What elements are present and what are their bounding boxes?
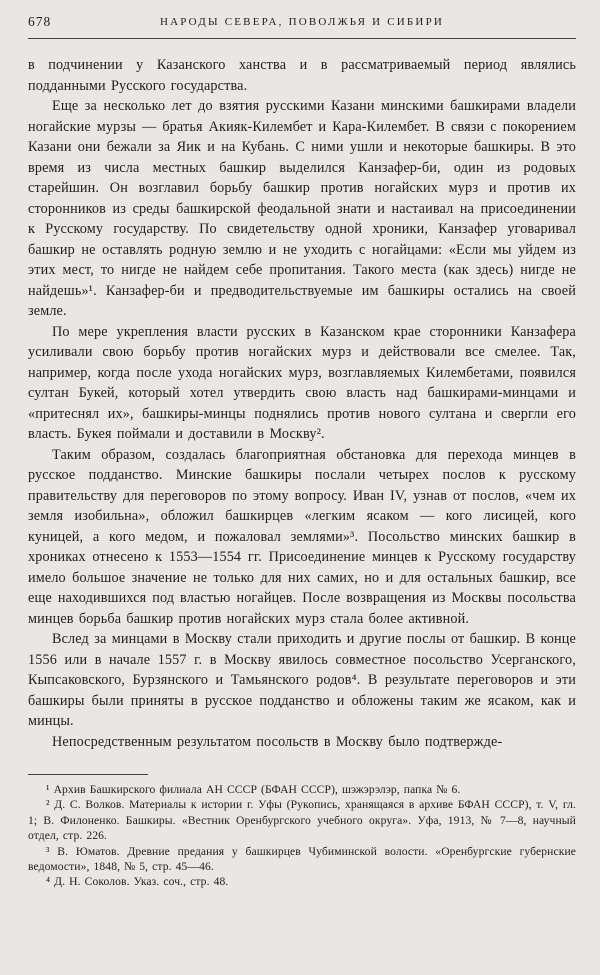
running-head — [28, 14, 576, 34]
footnote-rule — [28, 774, 148, 775]
page-number: 678 — [28, 14, 52, 29]
paragraph: Еще за несколько лет до взятия русскими Казани минскими башкирами владели ногайские мурзы — братья Акияк-Килембет и Кара-Килембет. В связи с покорением Казани они бежали за Яик и на Кубань. С ними ушли и некоторые башкиры. В это время из числа местных башкир выделился Канзафер-би, один из родовых старейшин. Он возглавил борьбу башкир против ногайских мурз и против их сторонников из среды башкирской феодальной знати и настаивал на присоединении к Русскому государству. По свидетельству одной хроники, Канзафер уговаривал башкир не оставлять родную землю и не уходить с ногайцами: «Если мы уйдем из этих мест, то нигде не найдем себе пропитания. Такого места (как здесь) нигде не найдешь»¹. Канзафер-би и предводительствуемые им башкиры остались на своей земле. — [28, 98, 576, 319]
footnote: ³ В. Юматов. Древние предания у башкирцев Чубиминской волости. «Оренбургские губернские ведомости», 1848, № 5, стр. 45—46. — [28, 844, 576, 874]
header-rule — [28, 38, 576, 39]
paragraph: По мере укрепления власти русских в Казанском крае сторонники Канзафера усиливали свою борьбу против ногайских мурз и действовали все смелее. Так, например, когда после ухода ногайских мурз, возглавляемых Килембетами, появился султан Букей, который хотел утвердить свою власть над башкирами-минцами и «притеснял их», башкиры-минцы поднялись против нового султана и свергли его власть. Букея поймали и доставили в Москву². — [28, 323, 576, 442]
footnote: ⁴ Д. Н. Соколов. Указ. соч., стр. 48. — [46, 875, 229, 889]
footnotes — [28, 774, 576, 890]
paragraph: Вслед за минцами в Москву стали приходить и другие послы от башкир. В конце 1556 или в начале 1557 г. в Москву явилось совместное посольство Усерганского, Кыпсаковского, Бурзянского и Тамьянского родов⁴. В результате переговоров и эти башкиры были приняты в русское подданство и обложены таким же ясаком, как и минцы. — [28, 631, 576, 729]
footnote: ¹ Архив Башкирского филиала АН СССР (БФАН СССР), шэжэрэлэр, папка № 6. — [46, 783, 461, 796]
body-text — [28, 55, 576, 752]
running-title: НАРОДЫ СЕВЕРА, ПОВОЛЖЬЯ И СИБИРИ — [159, 16, 445, 28]
footnote: ² Д. С. Волков. Материалы к истории г. Уфы (Рукопись, хранящаяся в архиве БФАН СССР), т. V, гл. 1; В. Филоненко. Башкиры. «Вестник Оренбургского учебного округа». Уфа, 1913, № 7—8, научный отдел, стр. 226. — [28, 798, 576, 843]
paragraph: Непосредственным результатом посольств в Москву было подтвержде- — [52, 733, 503, 750]
paragraph: Таким образом, создалась благоприятная обстановка для перехода минцев в русское подданство. Минские башкиры послали четырех послов к русскому правительству для переговоров по этому вопросу. Иван IV, узнав от послов, «чем их земля изобильна», обложил башкирцев «легким ясаком — кого лисицей, кого куницей, а кого медом, и пожаловал землями»³. Посольство минских башкир в хрониках отнесено к 1553—1554 гг. Присоединение минцев к Русскому государству имело большое значение не только для них самих, но и для остальных башкир, все еще находившихся под властью ногайцев. После возвращения из Москвы посольства минцев борьба башкир против ногайских мурз стала более активной. — [28, 446, 576, 627]
paragraph: в подчинении у Казанского ханства и в рассматриваемый период являлись подданными Русского государства. — [28, 57, 576, 94]
